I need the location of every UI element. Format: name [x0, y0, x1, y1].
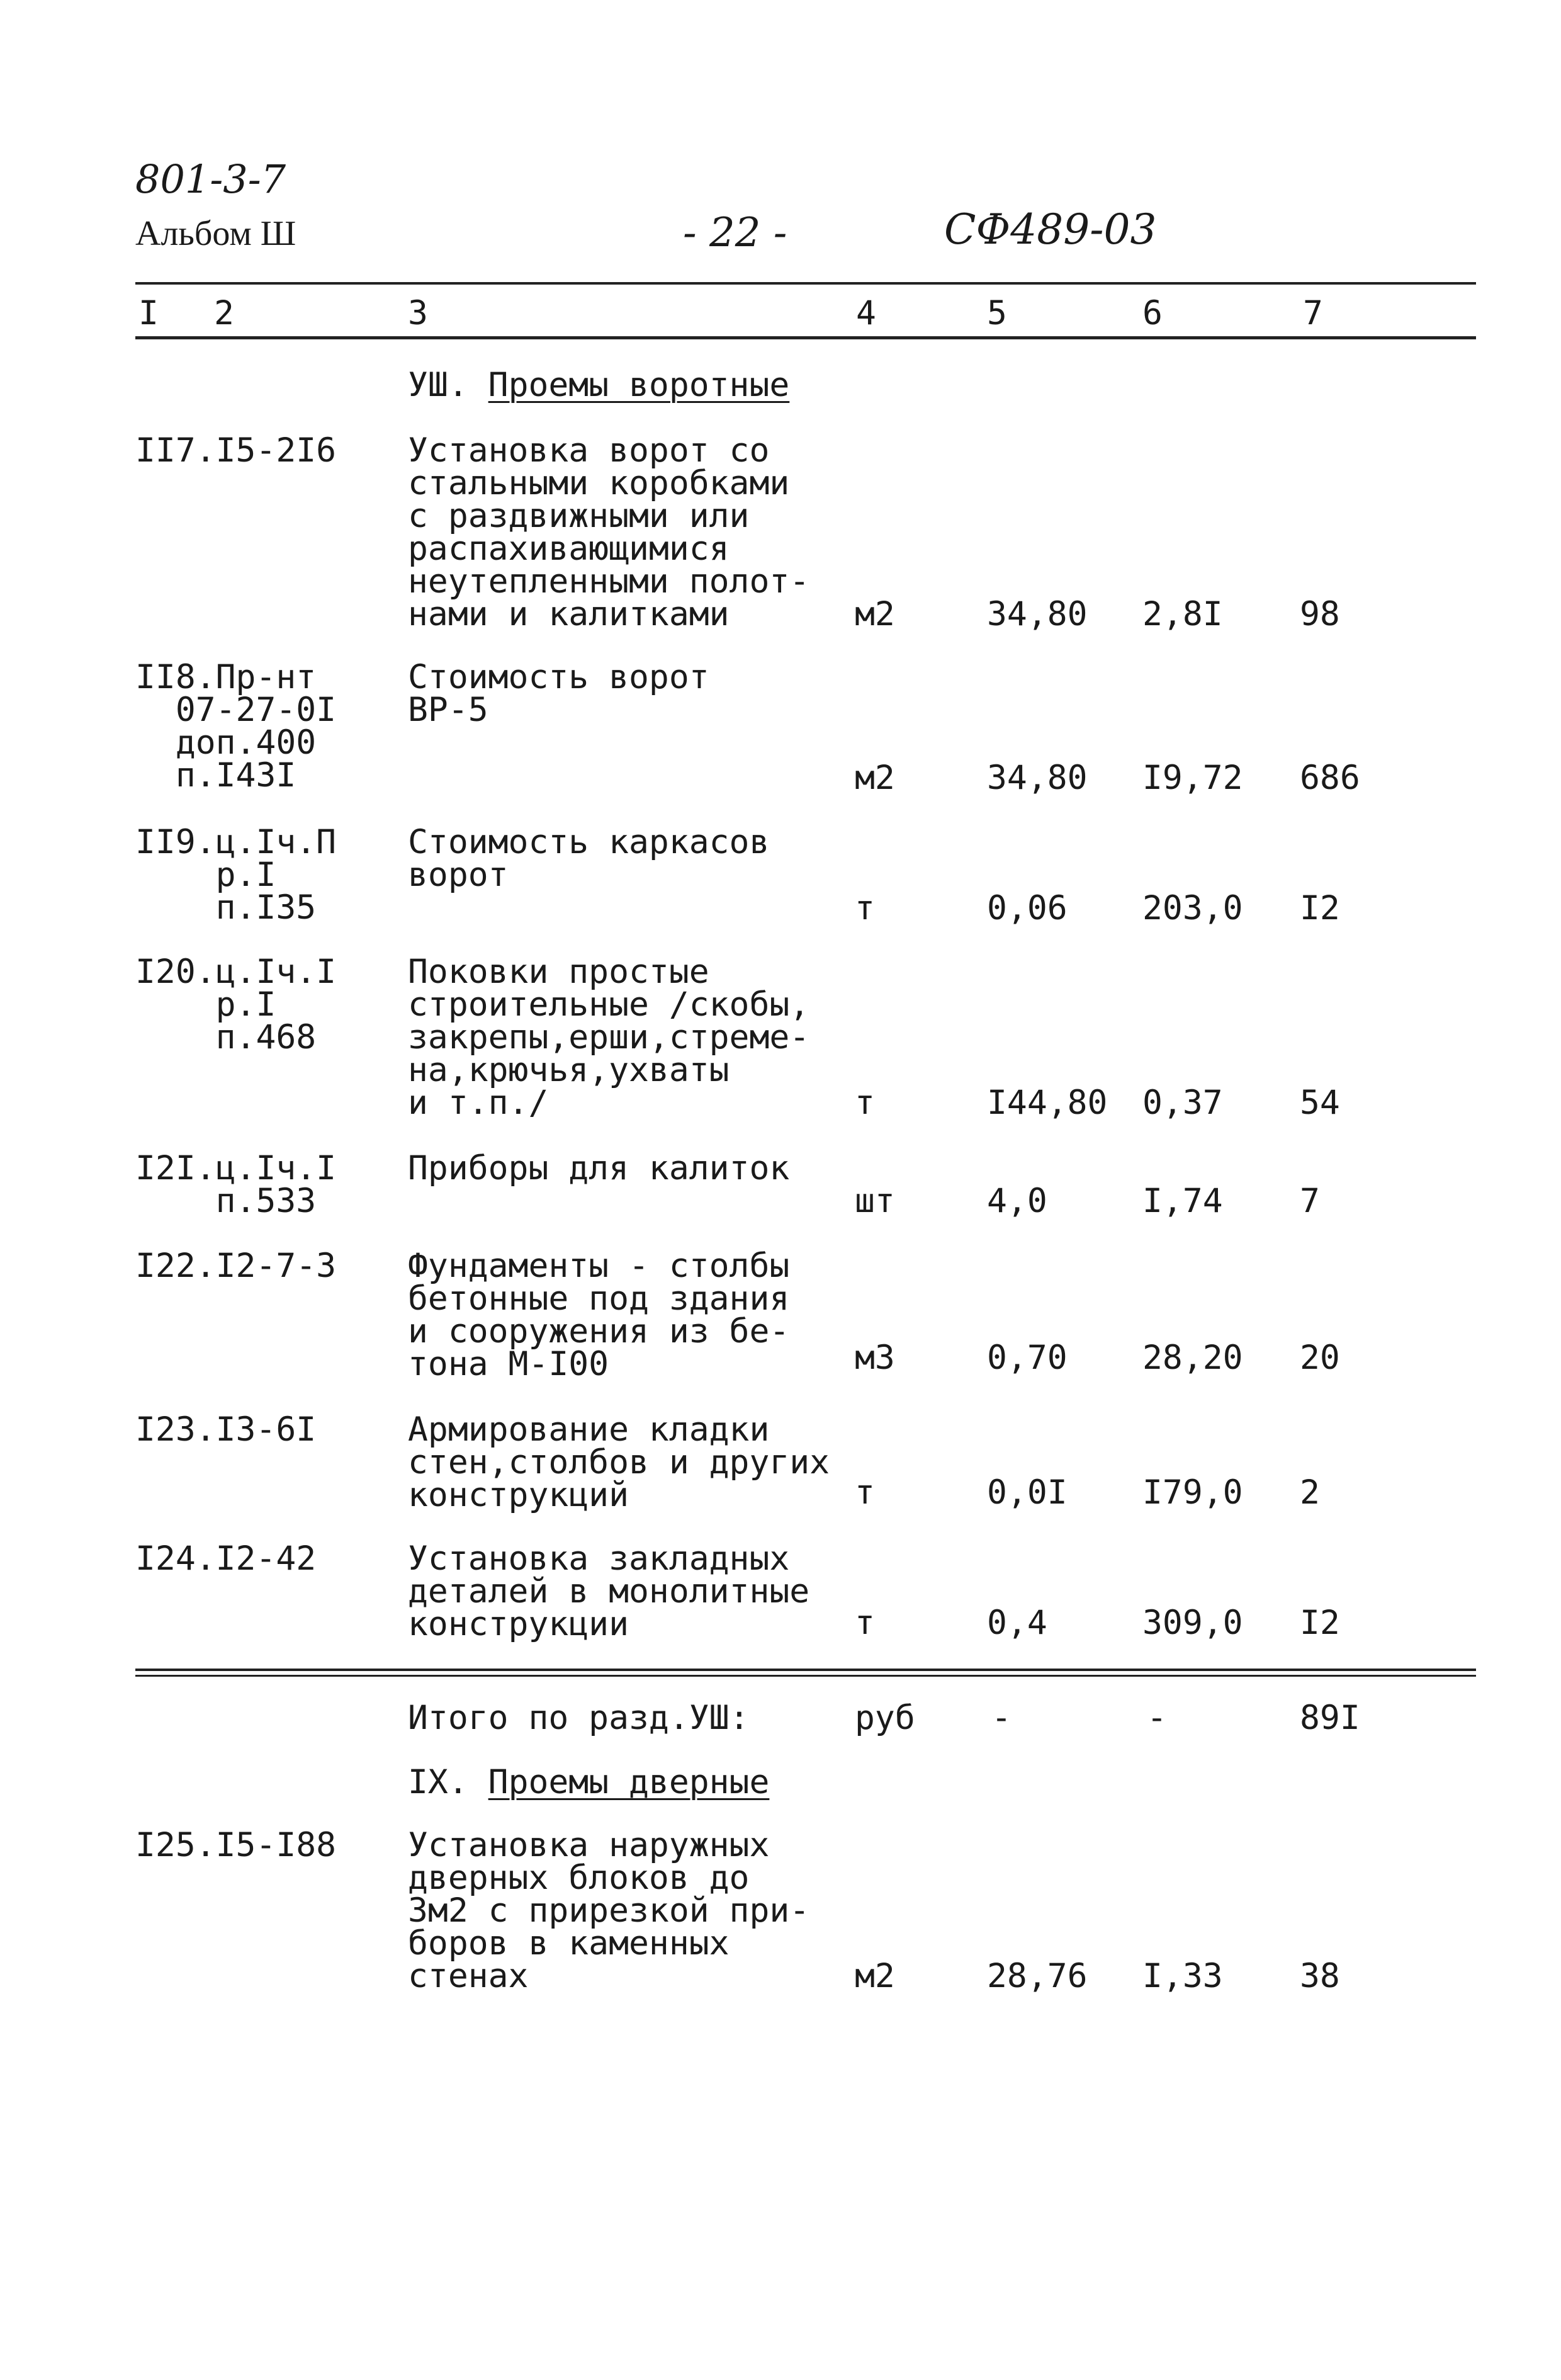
- subtotal-total: 89I: [1300, 1699, 1360, 1737]
- subtotal-unit-price: -: [1147, 1699, 1167, 1737]
- item-unit-price: I79,0: [1142, 1473, 1243, 1512]
- item-description: Стоимость ворот ВР-5: [408, 658, 709, 729]
- item-unit-price: I,33: [1142, 1957, 1223, 1995]
- item-unit: м2: [855, 1957, 895, 1995]
- item-quantity: 0,4: [987, 1604, 1047, 1642]
- subtotal-label: Итого по разд.УШ:: [408, 1699, 750, 1737]
- item-description: Фундаменты - столбы бетонные под здания и сооружения из бе- тона М-I00: [408, 1247, 790, 1383]
- item-unit-price: I9,72: [1142, 759, 1243, 797]
- item-quantity: 0,06: [987, 889, 1068, 927]
- column-number: I: [138, 294, 159, 332]
- item-quantity: 4,0: [987, 1182, 1047, 1220]
- item-quantity: 0,0I: [987, 1473, 1068, 1512]
- item-description: Приборы для калиток: [408, 1149, 790, 1187]
- column-number: 4: [856, 294, 876, 332]
- section-heading: [408, 1763, 770, 1801]
- column-number: 2: [214, 294, 234, 332]
- item-quantity: 0,70: [987, 1339, 1068, 1377]
- item-description: Поковки простые строительные /скобы, закрепы,ерши,стреме- на,крючья,ухваты и т.п./: [408, 953, 810, 1122]
- item-unit-price: 203,0: [1142, 889, 1243, 927]
- item-unit: шт: [855, 1182, 895, 1220]
- item-total: 20: [1300, 1339, 1340, 1377]
- item-unit: т: [855, 1604, 875, 1642]
- item-unit-price: I,74: [1142, 1182, 1223, 1220]
- item-unit: т: [855, 1473, 875, 1512]
- item-code: II8.Пр-нт 07-27-0I доп.400 п.I43I: [135, 658, 337, 795]
- item-unit-price: 2,8I: [1142, 595, 1223, 633]
- item-total: 54: [1300, 1084, 1340, 1122]
- item-unit: т: [855, 1084, 875, 1122]
- subtotal-unit: руб: [855, 1699, 915, 1737]
- section-number: IX.: [408, 1763, 468, 1801]
- item-code: I20.ц.Iч.I р.I п.468: [135, 953, 337, 1057]
- column-number: 5: [987, 294, 1007, 332]
- item-total: 2: [1300, 1473, 1320, 1512]
- item-description: Армирование кладки стен,столбов и других конструкций: [408, 1410, 830, 1514]
- item-quantity: 34,80: [987, 759, 1088, 797]
- subtotal-rule: [135, 1669, 1476, 1671]
- section-heading: [408, 366, 790, 404]
- column-number: 6: [1142, 294, 1163, 332]
- item-unit-price: 28,20: [1142, 1339, 1243, 1377]
- page-number: - 22 -: [683, 210, 787, 256]
- column-number: 3: [408, 294, 428, 332]
- item-description: Стоимость каркасов ворот: [408, 823, 770, 894]
- item-total: 7: [1300, 1182, 1320, 1220]
- item-code: II9.ц.Iч.П р.I п.I35: [135, 823, 337, 927]
- album-label: Альбом Ш: [135, 214, 296, 253]
- item-total: 38: [1300, 1957, 1340, 1995]
- item-code: I2I.ц.Iч.I п.533: [135, 1149, 337, 1220]
- section-title: Проемы дверные: [488, 1763, 770, 1801]
- item-description: Установка ворот со стальными коробками с раздвижными или распахивающимися неутепленными полот- нами и калитками: [408, 431, 810, 633]
- header-bottom-rule: [135, 336, 1476, 339]
- item-total: I2: [1300, 889, 1340, 927]
- item-quantity: 28,76: [987, 1957, 1088, 1995]
- header-top-rule: [135, 282, 1476, 285]
- item-unit: м2: [855, 759, 895, 797]
- item-unit-price: 309,0: [1142, 1604, 1243, 1642]
- item-code: I25.I5-I88: [135, 1826, 337, 1864]
- document-code: СФ489-03: [944, 205, 1157, 254]
- item-quantity: I44,80: [987, 1084, 1108, 1122]
- item-unit-price: 0,37: [1142, 1084, 1223, 1122]
- item-total: I2: [1300, 1604, 1340, 1642]
- section-number: УШ.: [408, 366, 468, 404]
- item-total: 686: [1300, 759, 1360, 797]
- section-title: Проемы воротные: [488, 366, 790, 404]
- item-unit: м2: [855, 595, 895, 633]
- item-code: I22.I2-7-3: [135, 1247, 337, 1285]
- item-code: II7.I5-2I6: [135, 431, 337, 470]
- column-number: 7: [1303, 294, 1323, 332]
- subtotal-rule: [135, 1675, 1476, 1677]
- item-total: 98: [1300, 595, 1340, 633]
- item-description: Установка закладных деталей в монолитные конструкции: [408, 1539, 810, 1643]
- item-quantity: 34,80: [987, 595, 1088, 633]
- item-unit: м3: [855, 1339, 895, 1377]
- subtotal-quantity: -: [991, 1699, 1012, 1737]
- item-code: I23.I3-6I: [135, 1410, 317, 1449]
- item-code: I24.I2-42: [135, 1539, 317, 1578]
- item-unit: т: [855, 889, 875, 927]
- item-description: Установка наружных дверных блоков до 3м2 с прирезкой при- боров в каменных стенах: [408, 1826, 810, 1995]
- series-number: 801-3-7: [135, 156, 286, 202]
